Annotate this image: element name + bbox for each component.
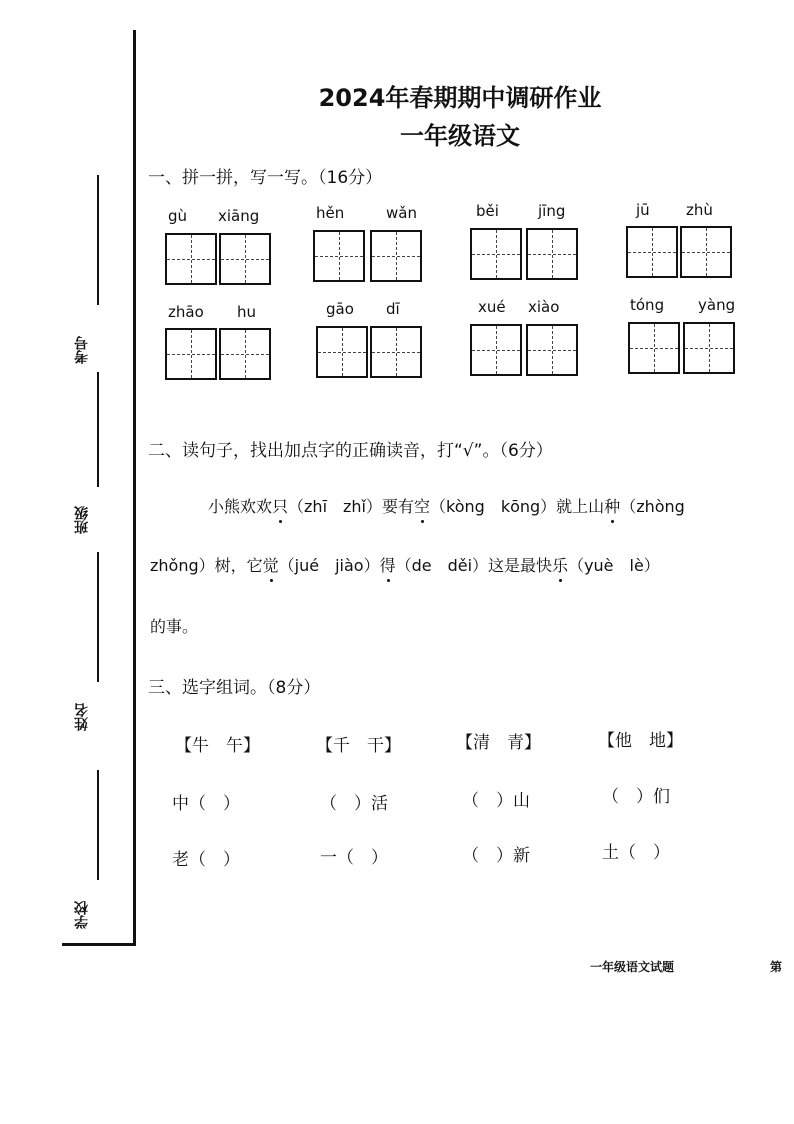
pinyin-choice[interactable]: （yuè lè） [568,556,660,575]
word-blank[interactable]: 一（ ） [320,848,388,868]
writing-box[interactable] [370,230,422,282]
pinyin: tóng [630,296,665,314]
writing-box[interactable] [219,328,271,380]
char-group: 【他 地】 [598,731,683,751]
pinyin-choice[interactable]: （zhī zhǐ）要有 [288,497,415,516]
page-number-label: 第 [770,960,783,974]
exam-number-label: 考号 [74,336,90,364]
sentence-line-2 [150,553,660,576]
pinyin: běi [476,202,499,220]
writing-box[interactable] [165,233,217,285]
dotted-char: 得 [379,556,396,575]
pinyin-choice[interactable]: zhǒng）树，它 [150,556,263,575]
sentence-line-3: 的事。 [150,617,199,636]
pinyin: xiào [528,298,560,316]
exam-number-line [97,175,99,305]
pinyin: gāo [326,300,354,318]
pinyin-choice[interactable]: （de děi）这是最快 [395,556,553,575]
dotted-char: 种 [604,497,621,516]
writing-box[interactable] [316,326,368,378]
pinyin: jū [636,201,650,219]
writing-box[interactable] [470,228,522,280]
class-line [97,372,99,487]
writing-box[interactable] [680,226,732,278]
word-blank[interactable]: （ ）们 [602,787,670,807]
pinyin-choice[interactable]: （jué jiào） [278,556,380,575]
word-blank[interactable]: （ ）新 [462,846,530,866]
char-group: 【清 青】 [456,733,541,753]
writing-box[interactable] [526,228,578,280]
pinyin: xiāng [218,207,260,225]
class-label: 班级 [74,506,90,534]
dotted-char: 空 [414,497,431,516]
section3-heading: 三、选字组词。（8分） [148,678,321,698]
writing-box[interactable] [219,233,271,285]
dotted-char: 觉 [262,556,279,575]
writing-box[interactable] [628,322,680,374]
binding-vertical-line [133,30,136,945]
char-group: 【千 干】 [316,736,401,756]
footer-label: 一年级语文试题 [590,960,675,974]
pinyin: jīng [538,202,566,220]
char-group: 【牛 午】 [175,736,260,756]
pinyin: hu [237,303,257,321]
pinyin: wǎn [386,204,417,222]
word-blank[interactable]: （ ）山 [462,791,530,811]
dotted-char: 只 [272,497,289,516]
sentence-text: 小熊欢欢 [208,497,273,516]
writing-box[interactable] [470,324,522,376]
pinyin: zhù [686,201,713,219]
school-label: 学校 [74,901,90,929]
binding-bottom-line [62,943,136,946]
writing-box[interactable] [526,324,578,376]
word-blank[interactable]: （ ）活 [320,794,388,814]
pinyin: dī [386,300,400,318]
word-blank[interactable]: 中（ ） [172,794,240,814]
name-line [97,552,99,682]
pinyin: xué [478,298,506,316]
pinyin-choice[interactable]: （kòng kōng）就上山 [430,497,605,516]
pinyin-choice[interactable]: （zhòng [620,497,685,516]
word-blank[interactable]: 老（ ） [172,850,240,870]
dotted-char: 乐 [552,556,569,575]
section2-heading: 二、读句子，找出加点字的正确读音，打“√”。（6分） [148,441,553,461]
page-subtitle: 一年级语文 [400,122,520,150]
word-blank[interactable]: 土（ ） [602,843,670,863]
writing-box[interactable] [626,226,678,278]
name-label: 姓名 [74,703,90,731]
writing-box[interactable] [313,230,365,282]
page-title: 2024年春期期中调研作业 [318,84,602,112]
writing-box[interactable] [165,328,217,380]
writing-box[interactable] [370,326,422,378]
pinyin: zhāo [168,303,204,321]
pinyin: hěn [316,204,345,222]
section1-heading: 一、拼一拼，写一写。（16分） [148,168,383,188]
pinyin: yàng [698,296,736,314]
pinyin: gù [168,207,188,225]
writing-box[interactable] [683,322,735,374]
sentence-line-1 [208,494,685,517]
school-line [97,770,99,880]
